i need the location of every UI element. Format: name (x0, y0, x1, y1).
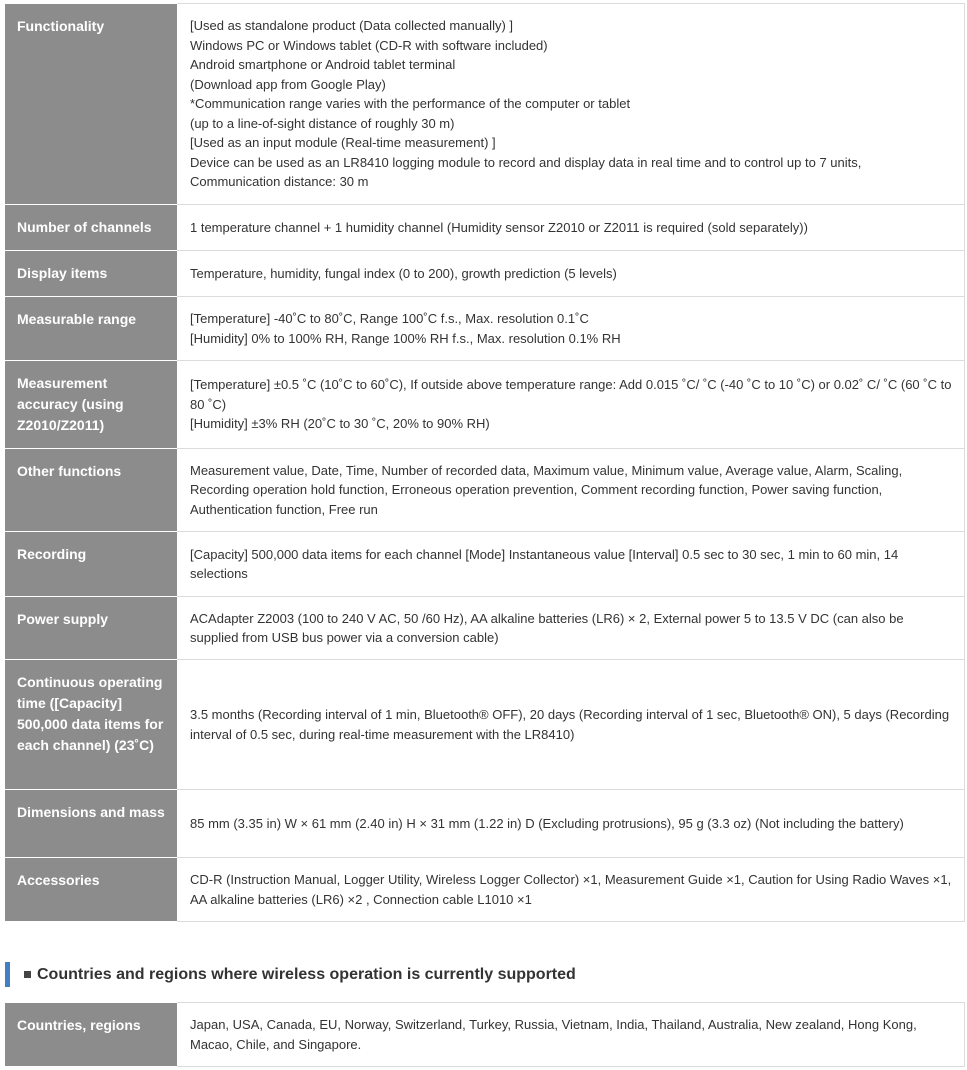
table-row (5, 1003, 965, 1067)
row-value-recording (177, 532, 965, 597)
row-label-display-items: Display items (5, 251, 177, 297)
table-row (5, 449, 965, 532)
row-value-dimensions-and-mass (177, 790, 965, 858)
row-value-display-items (177, 251, 965, 297)
cell-line: Windows PC or Windows tablet (CD-R with software included) (190, 37, 548, 53)
table-row (5, 858, 965, 922)
cell-line: Measurement value, Date, Time, Number of recorded data, Maximum value, Minimum value, Average value, Alarm, Scaling, Recording operation hold function, Erroneous operation prevention, Comment recording function, Power saving function, Authentication function, Free run (190, 462, 903, 517)
row-value-other-functions (177, 449, 965, 532)
cell-line: [Temperature] -40˚C to 80˚C, Range 100˚C f.s., Max. resolution 0.1˚C (190, 311, 589, 326)
cell-line: Communication distance: 30 m (190, 174, 369, 190)
row-label-number-of-channels: Number of channels (5, 205, 177, 251)
section-heading-text: Countries and regions where wireless operation is currently supported (37, 965, 576, 983)
row-label-accessories: Accessories (5, 858, 177, 922)
cell-line: 1 temperature channel + 1 humidity channel (Humidity sensor Z2010 or Z2011 is required (sold separately)) (190, 219, 808, 235)
row-label-countries-regions: Countries, regions (5, 1003, 177, 1067)
row-label-functionality: Functionality (5, 4, 177, 205)
regions-table (5, 1002, 965, 1067)
table-row (5, 205, 965, 251)
row-value-continuous-operating-time (177, 660, 965, 790)
table-row (5, 597, 965, 660)
cell-line: (Download app from Google Play) (190, 76, 386, 92)
row-value-countries-regions (177, 1003, 965, 1067)
row-label-measurement-accuracy: Measurement accuracy (using Z2010/Z2011) (5, 361, 177, 449)
row-value-number-of-channels (177, 205, 965, 251)
table-row (5, 660, 965, 790)
cell-line: Android smartphone or Android tablet terminal (190, 57, 456, 73)
cell-line: *Communication range varies with the performance of the computer or tablet (190, 96, 631, 112)
row-label-other-functions: Other functions (5, 449, 177, 532)
cell-line: Device can be used as an LR8410 logging module to record and display data in real time and to control up to 7 units, (190, 154, 862, 170)
row-label-power-supply: Power supply (5, 597, 177, 660)
table-row (5, 790, 965, 858)
row-label-recording: Recording (5, 532, 177, 597)
spec-table (5, 3, 965, 922)
square-bullet-icon (24, 971, 31, 978)
table-row (5, 532, 965, 597)
heading-accent-bar (5, 962, 10, 987)
row-label-measurable-range: Measurable range (5, 297, 177, 361)
cell-line: [Used as standalone product (Data collected manually) ] (190, 18, 514, 34)
cell-line: ACAdapter Z2003 (100 to 240 V AC, 50 /60 Hz), AA alkaline batteries (LR6) × 2, External power 5 to 13.5 V DC (can also be supplied from USB bus power via a conversion cable) (190, 610, 904, 645)
table-row (5, 251, 965, 297)
cell-line: 85 mm (3.35 in) W × 61 mm (2.40 in) H × 31 mm (1.22 in) D (Excluding protrusions), 95 g (3.3 oz) (Not including the battery) (190, 815, 904, 831)
row-label-continuous-operating-time: Continuous operating time ([Capacity] 500,000 data items for each channel) (23˚C) (5, 660, 177, 790)
cell-line: (up to a line-of-sight distance of roughly 30 m) (190, 115, 455, 131)
cell-line: [Humidity] 0% to 100% RH, Range 100% RH f.s., Max. resolution 0.1% RH (190, 330, 621, 346)
table-row (5, 297, 965, 361)
row-value-functionality (177, 4, 965, 205)
cell-line: Japan, USA, Canada, EU, Norway, Switzerland, Turkey, Russia, Vietnam, India, Thailand, Australia, New zealand, Hong Kong, Macao, Chile, and Singapore. (190, 1017, 917, 1052)
row-label-dimensions-and-mass: Dimensions and mass (5, 790, 177, 858)
cell-line: [Used as an input module (Real-time measurement) ] (190, 135, 496, 151)
table-row (5, 4, 965, 205)
row-value-power-supply (177, 597, 965, 660)
table-row (5, 361, 965, 449)
cell-line: CD-R (Instruction Manual, Logger Utility, Wireless Logger Collector) ×1, Measurement Guide ×1, Caution for Using Radio Waves ×1, AA alkaline batteries (LR6) ×2 , Connection cable L1010 ×1 (190, 872, 952, 907)
cell-line: [Capacity] 500,000 data items for each channel [Mode] Instantaneous value [Interval] 0.5 sec to 30 sec, 1 min to 60 min, 14 selections (190, 546, 899, 581)
cell-line: 3.5 months (Recording interval of 1 min, Bluetooth® OFF), 20 days (Recording interval of 1 sec, Bluetooth® ON), 5 days (Recording interval of 0.5 sec, during real-time measurement with the LR8410) (190, 707, 950, 742)
row-value-accessories (177, 858, 965, 922)
cell-line: [Humidity] ±3% RH (20˚C to 30 ˚C, 20% to 90% RH) (190, 416, 490, 432)
cell-line: Temperature, humidity, fungal index (0 to 200), growth prediction (5 levels) (190, 265, 617, 281)
section-heading (5, 962, 965, 987)
row-value-measurable-range (177, 297, 965, 361)
row-value-measurement-accuracy (177, 361, 965, 449)
cell-line: [Temperature] ±0.5 ˚C (10˚C to 60˚C), If outside above temperature range: Add 0.015 ˚C/ ˚C (-40 ˚C to 10 ˚C) or 0.02˚ C/ ˚C (60 ˚C to 80 ˚C) (190, 377, 952, 412)
